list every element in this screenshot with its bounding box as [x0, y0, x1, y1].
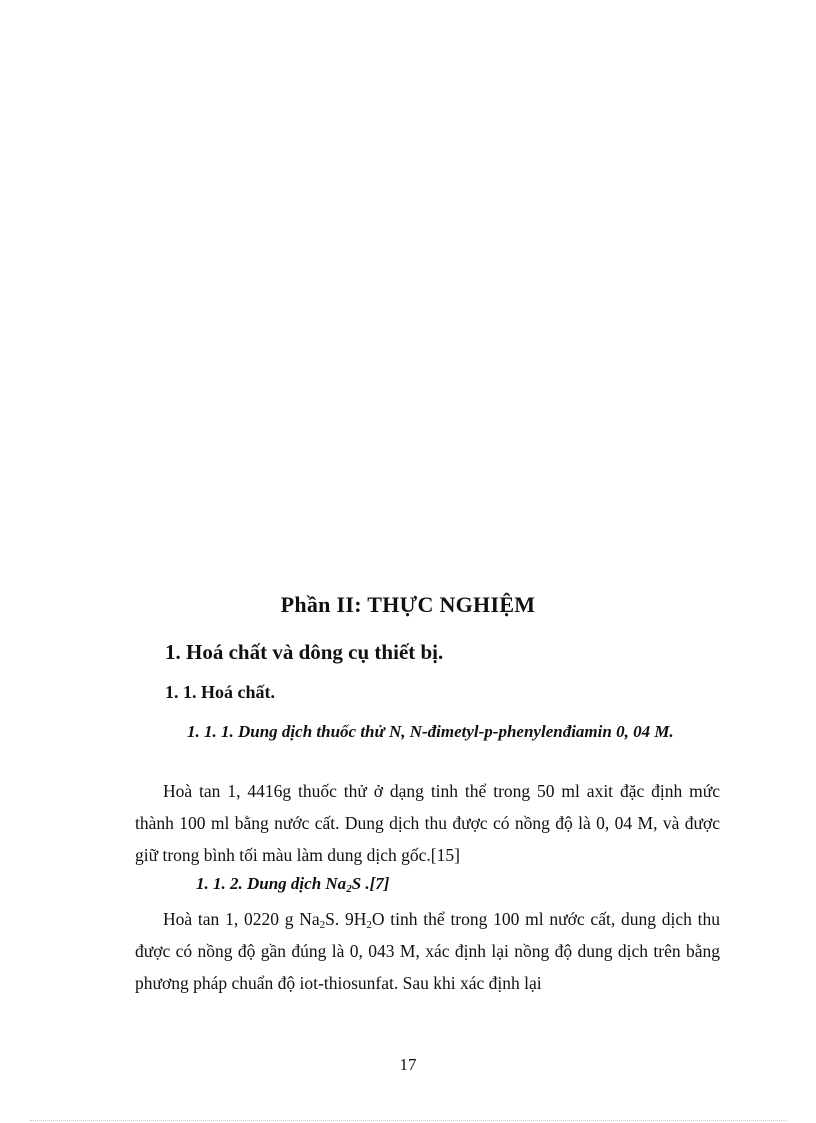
- part-title: Phần II: THỰC NGHIỆM: [280, 592, 536, 617]
- footer-divider: [30, 1120, 786, 1121]
- paragraph-2: [135, 903, 720, 999]
- section-heading: 1. Hoá chất và dông cụ thiết bị.: [165, 640, 444, 664]
- page-number: 17: [399, 1055, 417, 1074]
- heading-2-subscript: 2: [346, 883, 352, 895]
- paragraph-2-subscript-2: 2: [366, 919, 372, 931]
- subsubsection-heading-2: [196, 874, 389, 894]
- heading-2-text-end: S .[7]: [351, 874, 390, 893]
- paragraph-2-subscript-1: 2: [319, 919, 326, 931]
- paragraph-1: Hoà tan 1, 4416g thuốc thử ở dạng tinh thể trong 50 ml axit đặc định mức thành 100 ml bằng nước cất. Dung dịch thu được có nồng độ là 0, 04 M, và được giữ trong bình tối màu làm dung dịch gốc.[15]: [135, 781, 720, 865]
- paragraph-2-part3: O tinh thể trong 100 ml nước cất, dung dịch thu được có nồng độ gần đúng là 0, 043 M, xác định lại nồng độ dung dịch trên bằng phương pháp chuẩn độ iot-thiosunfat. Sau khi xác định lại: [135, 909, 720, 993]
- subsubsection-heading-1: 1. 1. 1. Dung dịch thuốc thử N, N-đimetyl-p-phenylenđiamin 0, 04 M.: [187, 722, 674, 741]
- subsection-heading: 1. 1. Hoá chất.: [165, 682, 275, 702]
- paragraph-2-part1: Hoà tan 1, 0220 g Na: [163, 909, 320, 929]
- paragraph-2-part2: S. 9H: [325, 909, 367, 929]
- heading-2-text: 1. 1. 2. Dung dịch Na: [196, 874, 347, 893]
